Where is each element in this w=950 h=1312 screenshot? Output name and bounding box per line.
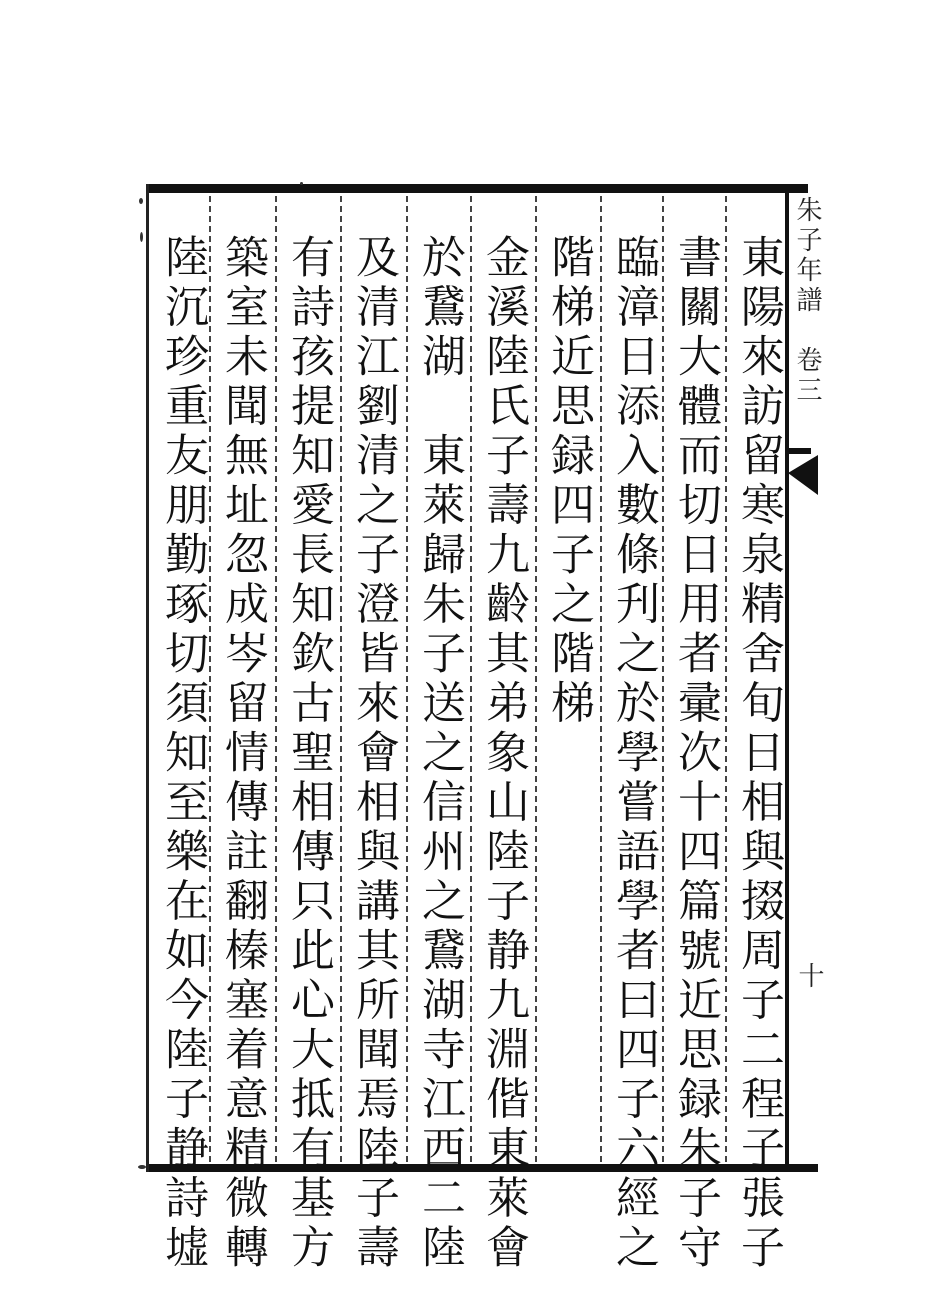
text-column-7: 及清江劉清之子澄皆來會相與講其所聞焉陸子壽 [348, 234, 399, 1274]
ink-speck [140, 232, 143, 242]
text-column-8: 有詩孩提知愛長知欽古聖相傳只此心大抵有基方 [283, 234, 334, 1274]
ink-speck [139, 198, 143, 204]
text-column-9: 築室未聞無址忽成岑留情傳註翻榛塞着意精微轉 [217, 234, 268, 1274]
text-column-10: 陸沉珍重友朋勤琢切須知至樂在如今陸子静詩墟 [157, 234, 208, 1274]
ink-speck [300, 182, 303, 185]
text-column-1: 東陽來訪留寒泉精舍旬日相與掇周子二程子張子 [733, 234, 784, 1274]
frame-left-border [146, 184, 149, 1172]
frame-top-border [146, 184, 808, 193]
fish-tail-bar [789, 448, 811, 454]
text-column-2: 書關大體而切日用者彚次十四篇號近思録朱子守 [670, 234, 721, 1274]
text-column-4: 階梯近思録四子之階梯 [543, 234, 594, 729]
folio-number: 十 [794, 962, 824, 988]
text-column-6: 於鵞湖 東萊歸朱子送之信州之鵞湖寺江西二陸 [414, 234, 465, 1274]
margin-title: 朱子年譜 卷三 [792, 196, 822, 406]
text-column-5: 金溪陸氏子壽九齡其弟象山陸子静九淵偕東萊會 [478, 234, 529, 1274]
text-column-3: 臨漳日添入數條刋之於學嘗語學者曰四子六經之 [608, 234, 659, 1274]
ink-speck [138, 1165, 146, 1169]
fish-tail-mark [788, 455, 818, 495]
